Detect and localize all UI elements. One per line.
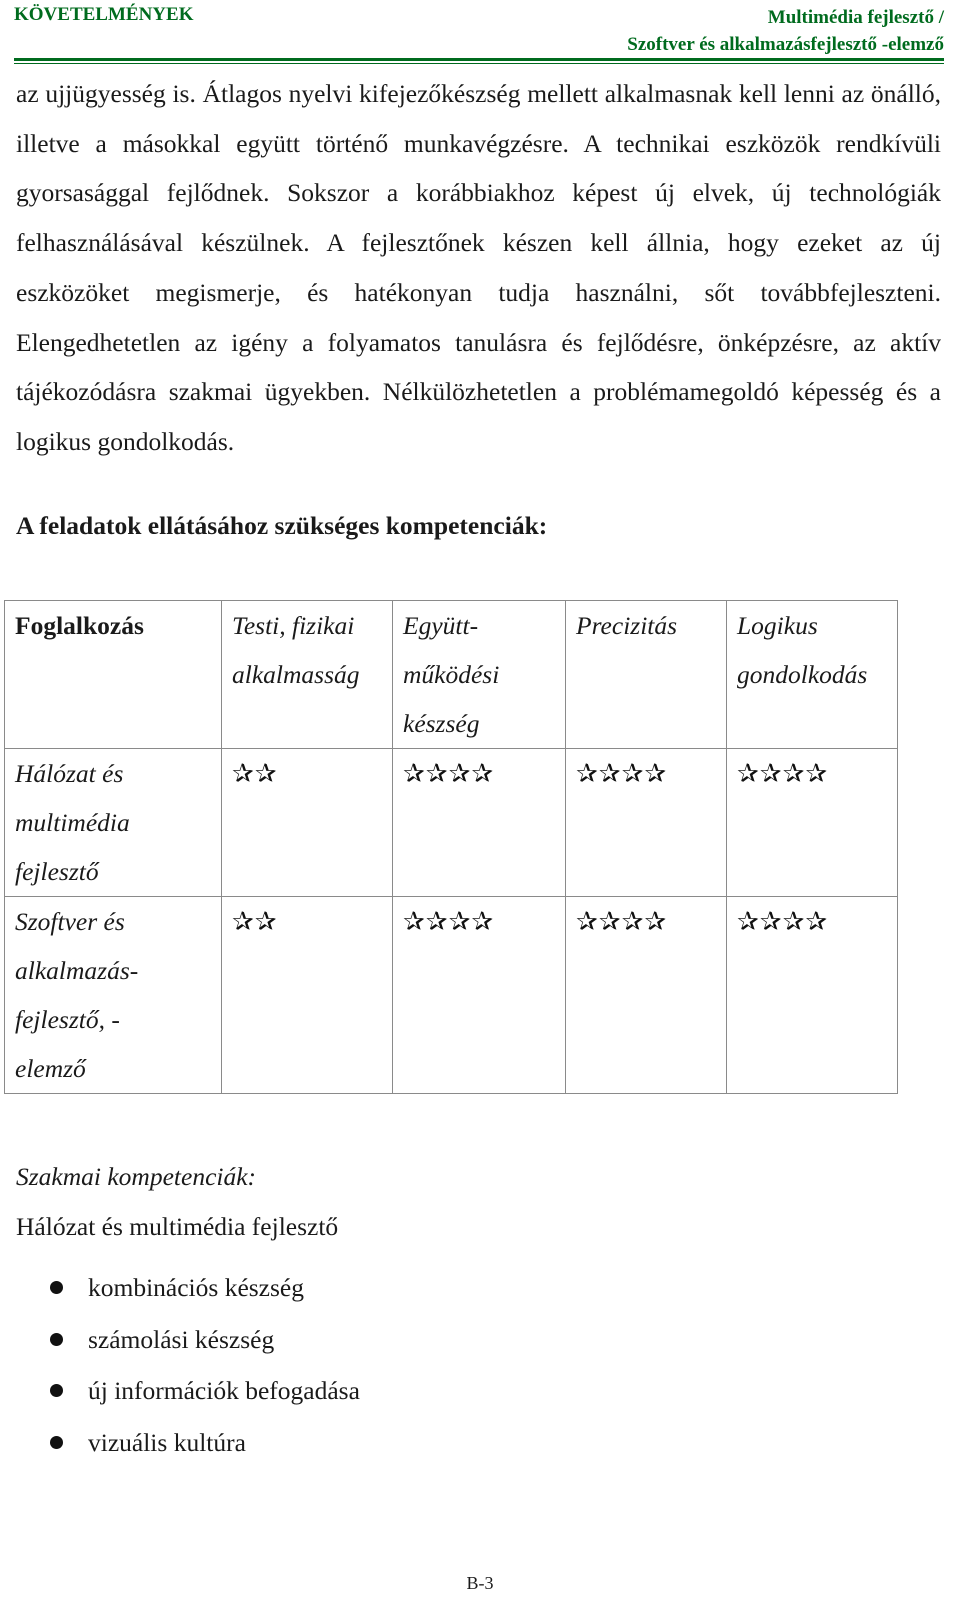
- page-number: B-3: [466, 1573, 494, 1593]
- table-row: [5, 749, 898, 897]
- rating-stars: ✰✰✰✰: [727, 897, 898, 1094]
- rating-stars: ✰✰: [222, 897, 393, 1094]
- bullet-icon: [50, 1281, 63, 1294]
- competencies-heading: A feladatok ellátásához szükséges kompetenciák:: [16, 511, 548, 540]
- header-occupation: Foglalkozás: [5, 601, 222, 749]
- rating-stars: ✰✰✰✰: [393, 749, 566, 897]
- header-document-title: [627, 4, 944, 58]
- rating-stars: ✰✰✰✰: [566, 897, 727, 1094]
- rating-stars: ✰✰✰✰: [727, 749, 898, 897]
- list-item-label: vizuális kultúra: [88, 1427, 246, 1457]
- header-rule-thick: [14, 58, 944, 61]
- table-row: [5, 897, 898, 1094]
- header-title-line-1: Multimédia fejlesztő /: [767, 7, 944, 28]
- header-section-title: KÖVETELMÉNYEK: [14, 4, 194, 25]
- bullet-icon: [50, 1333, 63, 1346]
- list-item-label: számolási készség: [88, 1324, 275, 1354]
- list-item: [50, 1365, 360, 1417]
- intro-paragraph: az ujjügyesség is. Átlagos nyelvi kifejezőkészség mellett alkalmasnak kell lenni az önálló, illetve a másokkal együtt történő munkavégzésre. A technikai eszközök rendkívüli gyorsasággal fejlődnek. Sokszor a korábbiakhoz képest új elvek, új technológiák felhasználásával készülnek. A fejlesztőnek készen kell állnia, hogy ezeket az új eszközöket megismerje, és hatékonyan tudja használni, sőt továbbfejleszteni. Elengedhetetlen az igény a folyamatos tanulásra és fejlődésre, önképzésre, az aktív tájékozódásra szakmai ügyekben. Nélkülözhetetlen a problémamegoldó képesség és a logikus gondolkodás.: [16, 79, 941, 456]
- header-cooperation-text: Együtt-működési készség: [403, 611, 500, 738]
- occupation-text: Szoftver és alkalmazás-fejlesztő, -elemző: [15, 907, 139, 1083]
- list-item: [50, 1314, 360, 1366]
- occupation-cell: [5, 897, 222, 1094]
- header-precision: Precizitás: [566, 601, 727, 749]
- header-rule-thin: [14, 63, 944, 64]
- list-item: [50, 1417, 360, 1469]
- header-cooperation: [393, 601, 566, 749]
- list-item: [50, 1262, 360, 1314]
- skills-list: [50, 1262, 360, 1468]
- bullet-icon: [50, 1436, 63, 1449]
- header-title-line-2: Szoftver és alkalmazásfejlesztő -elemző: [627, 34, 944, 55]
- list-item-label: új információk befogadása: [88, 1376, 360, 1405]
- list-item-label: kombinációs készség: [88, 1273, 304, 1302]
- occupation-cell: Hálózat és multimédia fejlesztő: [5, 749, 222, 897]
- rating-stars: ✰✰: [222, 749, 393, 897]
- competency-table: [4, 600, 898, 1094]
- rating-stars: ✰✰✰✰: [566, 749, 727, 897]
- bullet-icon: [50, 1384, 63, 1397]
- header-logical-thinking: Logikus gondolkodás: [727, 601, 898, 749]
- page-header: [0, 0, 960, 64]
- professional-competencies-title: Szakmai kompetenciák:: [16, 1162, 257, 1191]
- rating-stars: ✰✰✰✰: [393, 897, 566, 1094]
- role-name: Hálózat és multimédia fejlesztő: [16, 1212, 339, 1241]
- header-physical-fitness: Testi, fizikai alkalmasság: [222, 601, 393, 749]
- table-header-row: [5, 601, 898, 749]
